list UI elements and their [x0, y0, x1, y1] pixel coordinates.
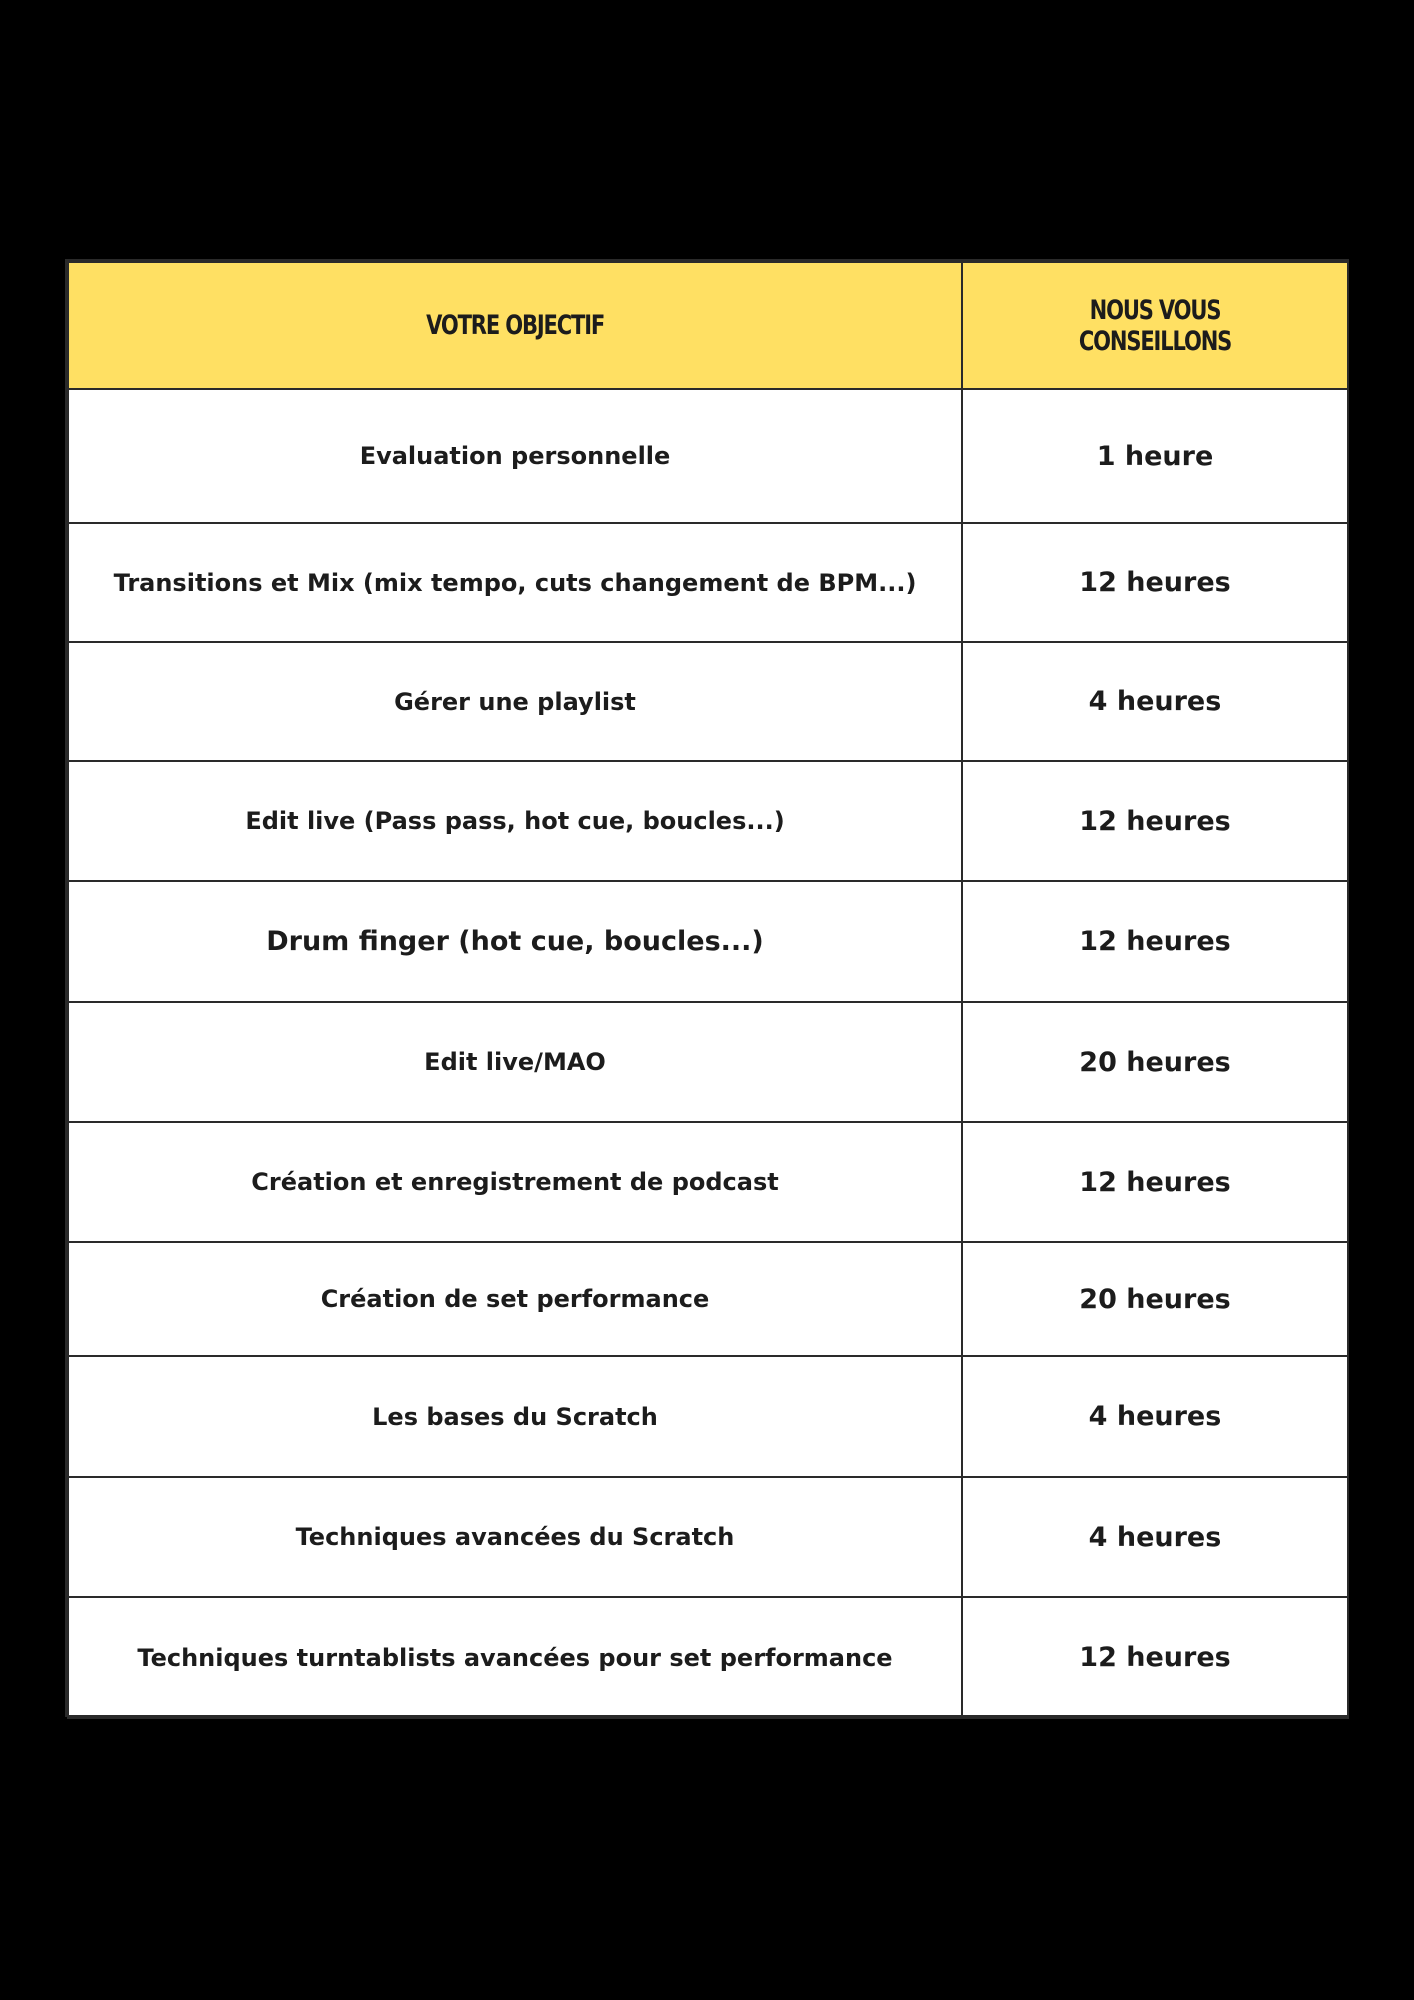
table-row	[68, 642, 1348, 761]
header-row	[68, 262, 1348, 389]
objective-cell: Edit live (Pass pass, hot cue, boucles...)	[68, 761, 962, 881]
hours-cell: 12 heures	[962, 523, 1348, 642]
objective-cell: Drum finger (hot cue, boucles...)	[68, 881, 962, 1002]
table-row	[68, 1356, 1348, 1477]
table-row	[68, 1002, 1348, 1122]
hours-cell: 4 heures	[962, 1356, 1348, 1477]
table-row	[68, 1122, 1348, 1242]
objective-cell: Edit live/MAO	[68, 1002, 962, 1122]
hours-cell: 12 heures	[962, 761, 1348, 881]
hours-cell: 12 heures	[962, 1122, 1348, 1242]
table-row	[68, 1477, 1348, 1597]
objective-cell: Evaluation personnelle	[68, 389, 962, 523]
table-row	[68, 523, 1348, 642]
table-row	[68, 881, 1348, 1002]
objective-cell: Création et enregistrement de podcast	[68, 1122, 962, 1242]
objective-cell: Gérer une playlist	[68, 642, 962, 761]
objective-cell: Transitions et Mix (mix tempo, cuts changement de BPM...)	[68, 523, 962, 642]
table-body	[68, 389, 1348, 1718]
hours-cell: 12 heures	[962, 1597, 1348, 1718]
header-objective	[68, 262, 962, 389]
hours-cell: 12 heures	[962, 881, 1348, 1002]
hours-cell: 20 heures	[962, 1242, 1348, 1356]
hours-cell: 4 heures	[962, 1477, 1348, 1597]
header-advice-label: NOUS VOUS CONSEILLONS	[1078, 294, 1232, 357]
hours-table	[67, 261, 1349, 1719]
objective-cell: Création de set performance	[68, 1242, 962, 1356]
table-row	[68, 761, 1348, 881]
recommendation-table	[65, 259, 1349, 1717]
table-row	[68, 389, 1348, 523]
objective-cell: Les bases du Scratch	[68, 1356, 962, 1477]
hours-cell: 20 heures	[962, 1002, 1348, 1122]
table-row	[68, 1242, 1348, 1356]
objective-cell: Techniques turntablists avancées pour set performance	[68, 1597, 962, 1718]
header-advice	[962, 262, 1348, 389]
objective-cell: Techniques avancées du Scratch	[68, 1477, 962, 1597]
hours-cell: 4 heures	[962, 642, 1348, 761]
header-objective-label: VOTRE OBJECTIF	[426, 310, 604, 341]
table-row	[68, 1597, 1348, 1718]
table-header	[68, 262, 1348, 389]
hours-cell: 1 heure	[962, 389, 1348, 523]
